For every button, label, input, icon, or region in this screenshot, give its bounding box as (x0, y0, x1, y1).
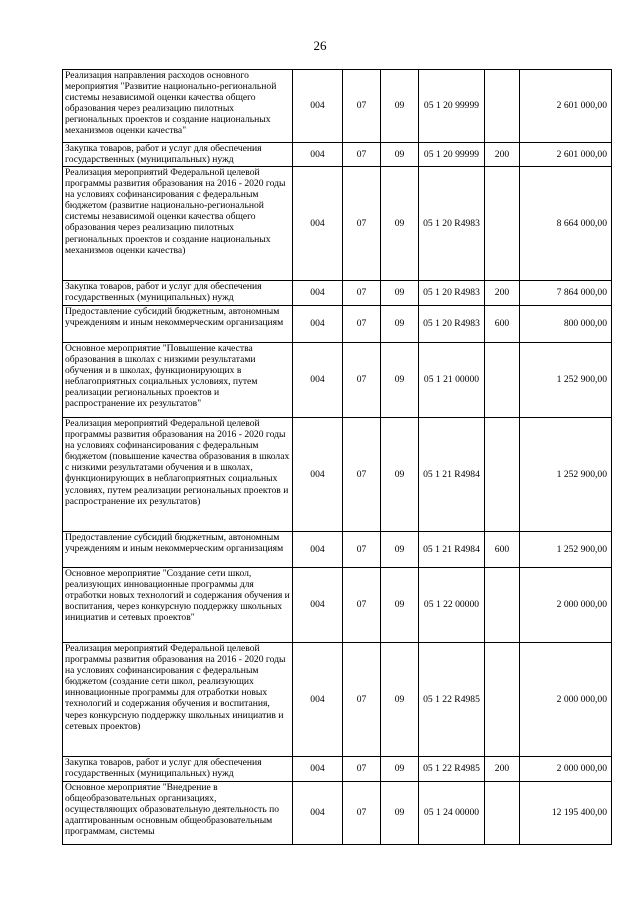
row-name: Основное мероприятие "Повышение качества образования в школах с низкими результатами обучения и в школах, функционирующих в неблагоприятных социальных условиях, путем реализации региональных проектов и распространение их результатов" (63, 343, 293, 418)
row-vr (485, 418, 520, 532)
row-name: Реализация мероприятий Федеральной целевой программы развития образования на 2016 - 2020 годы на условиях софинансирования с федеральным бюджетом (повышение качества образования в школах с низкими результатами обучения и в школах, функционирующих в неблагоприятных социальных условиях, путем реализации региональных проектов и распространение их результатов) (63, 418, 293, 532)
row-sum: 8 664 000,00 (520, 167, 612, 281)
table-row (63, 782, 612, 845)
row-csr: 05 1 24 00000 (419, 782, 485, 845)
row-rz: 07 (343, 167, 381, 281)
table-row (63, 70, 612, 143)
row-rz: 07 (343, 568, 381, 643)
row-vr: 600 (485, 306, 520, 343)
row-rz: 07 (343, 343, 381, 418)
row-ved: 004 (293, 532, 343, 568)
row-rz: 07 (343, 70, 381, 143)
row-csr: 05 1 20 99999 (419, 70, 485, 143)
row-csr: 05 1 22 00000 (419, 568, 485, 643)
row-vr: 200 (485, 281, 520, 306)
row-ved: 004 (293, 70, 343, 143)
row-csr: 05 1 20 R4983 (419, 281, 485, 306)
row-pr: 09 (381, 568, 419, 643)
table-row (63, 418, 612, 532)
row-vr: 600 (485, 532, 520, 568)
row-ved: 004 (293, 306, 343, 343)
row-ved: 004 (293, 281, 343, 306)
row-sum: 12 195 400,00 (520, 782, 612, 845)
row-pr: 09 (381, 343, 419, 418)
row-rz: 07 (343, 418, 381, 532)
row-pr: 09 (381, 782, 419, 845)
row-ved: 004 (293, 568, 343, 643)
table-row (63, 643, 612, 757)
table-row (63, 757, 612, 782)
row-rz: 07 (343, 143, 381, 167)
table-row (63, 281, 612, 306)
row-ved: 004 (293, 418, 343, 532)
row-ved: 004 (293, 343, 343, 418)
row-ved: 004 (293, 143, 343, 167)
row-name: Предоставление субсидий бюджетным, автономным учреждениям и иным некоммерческим организациям (63, 532, 293, 568)
row-pr: 09 (381, 306, 419, 343)
row-name: Предоставление субсидий бюджетным, автономным учреждениям и иным некоммерческим организациям (63, 306, 293, 343)
row-rz: 07 (343, 281, 381, 306)
budget-table (62, 69, 612, 845)
row-pr: 09 (381, 643, 419, 757)
row-pr: 09 (381, 167, 419, 281)
row-sum: 2 601 000,00 (520, 70, 612, 143)
row-vr (485, 643, 520, 757)
table-row (63, 343, 612, 418)
row-name: Закупка товаров, работ и услуг для обеспечения государственных (муниципальных) нужд (63, 143, 293, 167)
row-pr: 09 (381, 418, 419, 532)
row-vr (485, 167, 520, 281)
row-sum: 7 864 000,00 (520, 281, 612, 306)
row-name: Основное мероприятие "Внедрение в общеобразовательных организациях, осуществляющих образовательную деятельность по адаптированным основным общеобразовательным программам, системы (63, 782, 293, 845)
table-row (63, 568, 612, 643)
table-row (63, 306, 612, 343)
row-csr: 05 1 20 R4983 (419, 306, 485, 343)
row-sum: 2 000 000,00 (520, 643, 612, 757)
row-name: Реализация направления расходов основного мероприятия "Развитие национально-региональной системы независимой оценки качества общего образования через реализацию пилотных региональных проектов и создание национальных механизмов оценки качества" (63, 70, 293, 143)
row-name: Основное мероприятие "Создание сети школ, реализующих инновационные программы для отработки новых технологий и содержания обучения и воспитания, через конкурсную поддержку школьных инициатив и сетевых проектов" (63, 568, 293, 643)
row-rz: 07 (343, 782, 381, 845)
row-rz: 07 (343, 757, 381, 782)
row-csr: 05 1 20 99999 (419, 143, 485, 167)
row-csr: 05 1 21 00000 (419, 343, 485, 418)
table-row (63, 167, 612, 281)
row-vr (485, 343, 520, 418)
table-row (63, 143, 612, 167)
row-rz: 07 (343, 306, 381, 343)
row-ved: 004 (293, 167, 343, 281)
row-vr: 200 (485, 143, 520, 167)
row-pr: 09 (381, 143, 419, 167)
row-sum: 800 000,00 (520, 306, 612, 343)
row-sum: 1 252 900,00 (520, 343, 612, 418)
row-csr: 05 1 21 R4984 (419, 532, 485, 568)
row-name: Реализация мероприятий Федеральной целевой программы развития образования на 2016 - 2020 годы на условиях софинансирования с федеральным бюджетом (создание сети школ, реализующих инновационные программы для отработки новых технологий и содержания обучения и воспитания, через конкурсную поддержку школьных инициатив и сетевых проектов) (63, 643, 293, 757)
row-rz: 07 (343, 643, 381, 757)
row-name: Реализация мероприятий Федеральной целевой программы развития образования на 2016 - 2020 годы на условиях софинансирования с федеральным бюджетом (развитие национально-региональной системы независимой оценки качества общего образования через реализацию пилотных региональных проектов и создание национальных механизмов оценки качества) (63, 167, 293, 281)
row-rz: 07 (343, 532, 381, 568)
row-name: Закупка товаров, работ и услуг для обеспечения государственных (муниципальных) нужд (63, 757, 293, 782)
row-csr: 05 1 20 R4983 (419, 167, 485, 281)
row-vr (485, 782, 520, 845)
row-sum: 2 000 000,00 (520, 757, 612, 782)
row-name: Закупка товаров, работ и услуг для обеспечения государственных (муниципальных) нужд (63, 281, 293, 306)
row-ved: 004 (293, 643, 343, 757)
page-number: 26 (313, 38, 327, 53)
row-csr: 05 1 22 R4985 (419, 757, 485, 782)
row-vr (485, 70, 520, 143)
row-sum: 2 000 000,00 (520, 568, 612, 643)
row-pr: 09 (381, 532, 419, 568)
row-sum: 2 601 000,00 (520, 143, 612, 167)
row-vr (485, 568, 520, 643)
row-ved: 004 (293, 782, 343, 845)
row-csr: 05 1 21 R4984 (419, 418, 485, 532)
row-pr: 09 (381, 281, 419, 306)
row-ved: 004 (293, 757, 343, 782)
row-pr: 09 (381, 70, 419, 143)
row-vr: 200 (485, 757, 520, 782)
row-pr: 09 (381, 757, 419, 782)
row-sum: 1 252 900,00 (520, 418, 612, 532)
row-csr: 05 1 22 R4985 (419, 643, 485, 757)
row-sum: 1 252 900,00 (520, 532, 612, 568)
table-row (63, 532, 612, 568)
